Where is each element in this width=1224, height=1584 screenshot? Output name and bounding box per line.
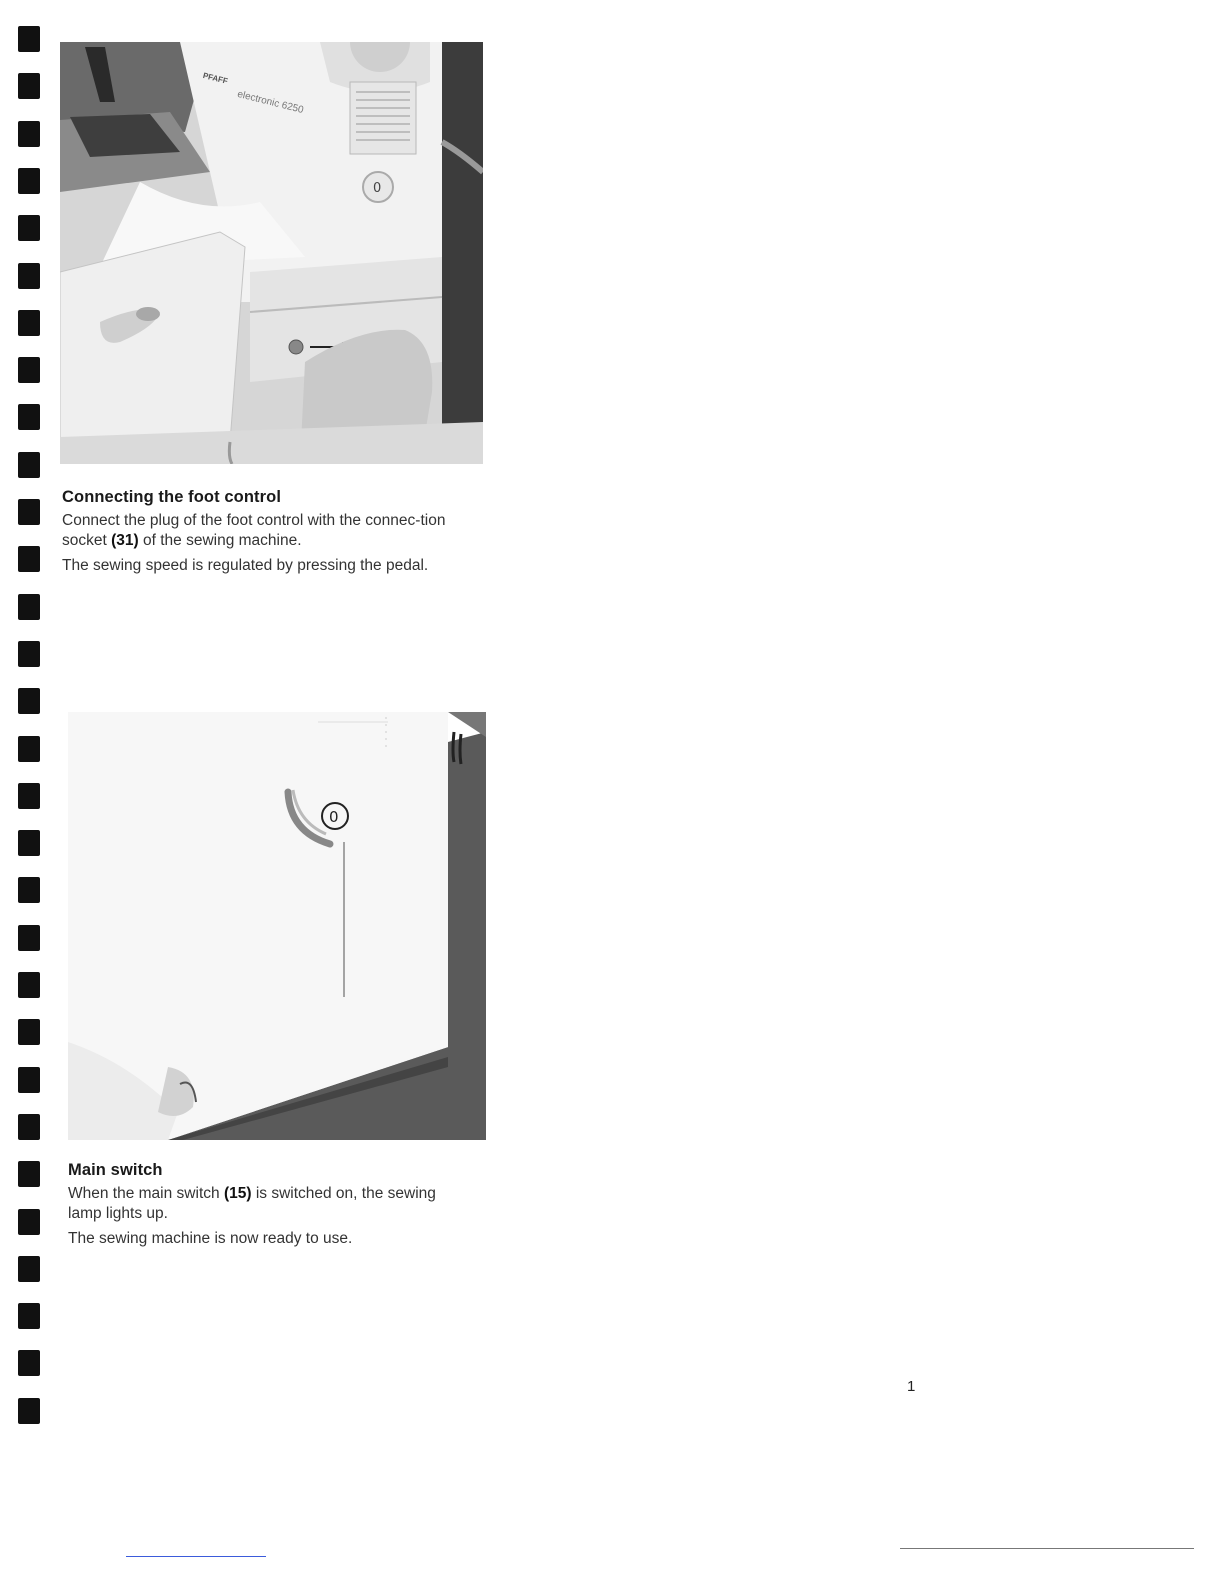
binding-hole bbox=[18, 310, 40, 336]
foot-control-text-1 bbox=[62, 511, 482, 551]
foot-control-caption bbox=[62, 488, 482, 581]
binding-hole bbox=[18, 546, 40, 572]
binding-holes bbox=[18, 0, 42, 1584]
switch-reference: (15) bbox=[223, 1185, 252, 1202]
main-switch-text-1 bbox=[68, 1184, 448, 1224]
binding-hole bbox=[18, 1303, 40, 1329]
brand-label: PFAFF bbox=[201, 70, 229, 86]
binding-hole bbox=[18, 121, 40, 147]
binding-hole bbox=[18, 26, 40, 52]
binding-hole bbox=[18, 263, 40, 289]
page-number: 1 bbox=[907, 1378, 916, 1395]
binding-hole bbox=[18, 215, 40, 241]
main-switch-text-2: The sewing machine is now ready to use. bbox=[68, 1230, 353, 1247]
foot-control-heading: Connecting the foot control bbox=[62, 488, 282, 506]
binding-hole bbox=[18, 168, 40, 194]
main-switch-photo bbox=[68, 712, 486, 1140]
switch-symbol: 0 bbox=[329, 808, 339, 826]
binding-hole bbox=[18, 972, 40, 998]
footer-rule bbox=[900, 1548, 1194, 1549]
main-switch-heading: Main switch bbox=[68, 1161, 163, 1179]
binding-hole bbox=[18, 736, 40, 762]
binding-hole bbox=[18, 1067, 40, 1093]
binding-hole bbox=[18, 73, 40, 99]
footer-rule bbox=[126, 1556, 266, 1557]
binding-hole bbox=[18, 1398, 40, 1424]
main-switch-caption bbox=[68, 1161, 448, 1254]
text-span: is switched on, the sewing lamp lights up. bbox=[68, 1185, 436, 1222]
text-span: Connect the plug of the foot control with the connec-tion socket bbox=[62, 512, 446, 549]
foot-control-photo bbox=[60, 42, 483, 464]
binding-hole bbox=[18, 1209, 40, 1235]
text-span: When the main switch bbox=[68, 1185, 224, 1202]
binding-hole bbox=[18, 1161, 40, 1187]
binding-hole bbox=[18, 594, 40, 620]
binding-hole bbox=[18, 1114, 40, 1140]
binding-hole bbox=[18, 925, 40, 951]
binding-hole bbox=[18, 404, 40, 430]
binding-hole bbox=[18, 783, 40, 809]
binding-hole bbox=[18, 452, 40, 478]
binding-hole bbox=[18, 641, 40, 667]
binding-hole bbox=[18, 1350, 40, 1376]
binding-hole bbox=[18, 1256, 40, 1282]
binding-hole bbox=[18, 688, 40, 714]
binding-hole bbox=[18, 499, 40, 525]
binding-hole bbox=[18, 877, 40, 903]
binding-hole bbox=[18, 357, 40, 383]
switch-symbol-small: 0 bbox=[373, 181, 382, 196]
binding-hole bbox=[18, 830, 40, 856]
foot-control-text-2: The sewing speed is regulated by pressing the pedal. bbox=[62, 557, 429, 574]
model-label: electronic 6250 bbox=[236, 88, 305, 116]
text-span: of the sewing machine. bbox=[138, 532, 302, 549]
binding-hole bbox=[18, 1019, 40, 1045]
socket-reference: (31) bbox=[111, 532, 139, 549]
